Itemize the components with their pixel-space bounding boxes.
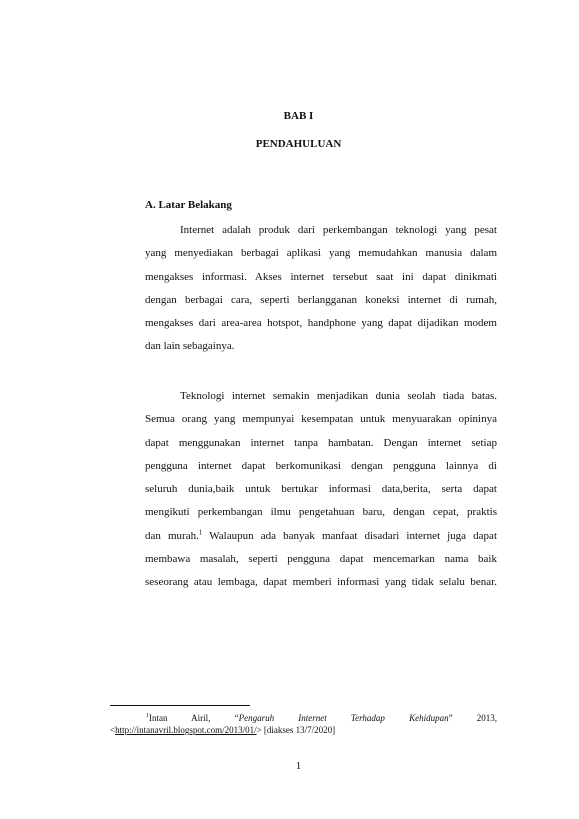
paragraph-line: seseorang atau lembaga, dapat memberi informasi yang tidak selalu benar. [145,576,497,589]
paragraph-line: dapat menggunakan internet tanpa hambatan. Dengan internet setiap [145,436,497,449]
footnote-line-2 [110,725,335,735]
footnote-url-link[interactable]: http://intanavril.blogspot.com/2013/01/ [115,725,257,735]
paragraph-line: membawa masalah, seperti pengguna dapat mencemarkan nama baik [145,553,497,566]
paragraph-line: yang menyediakan berbagai aplikasi yang memudahkan manusia dalam [145,247,497,260]
footnote-reference[interactable]: 1 [198,528,203,537]
paragraph-line-with-footnote [145,525,497,548]
paragraph-line: dengan berbagai cara, seperti berlangganan koneksi internet di rumah, [145,293,497,306]
paragraph-line: Teknologi internet semakin menjadikan dunia seolah tiada batas. [180,390,497,402]
paragraph-line: Semua orang yang mempunyai kesempatan untuk menyuarakan opininya [145,413,497,426]
footnote-accessed: [diakses 13/7/2020] [261,725,336,735]
paragraph-line: Internet adalah produk dari perkembangan teknologi yang pesat [180,224,497,236]
paragraph-line: mengakses informasi. Akses internet tersebut saat ini dapat dinikmati [145,270,497,283]
paragraph-text: dan murah. [145,529,199,542]
footnote-year: 2013, [476,713,498,723]
footnote-author: Intan Airil, [149,713,211,723]
chapter-number: BAB I [283,110,314,122]
section-heading: A. Latar Belakang [145,199,232,211]
footnote-url-open: < [110,725,116,735]
footnote-marker: 1 [146,713,149,719]
paragraph-line: dan lain sebagainya. [145,340,235,353]
paragraph-line: seluruh dunia,baik untuk bertukar informasi data,berita, serta dapat [145,483,497,496]
footnote-title-open: “ [234,713,239,723]
paragraph-2 [145,385,497,595]
footnote-title: Pengaruh Internet Terhadap Kehidupan [238,713,449,723]
paragraph-line: pengguna internet dapat berkomunikasi dengan pengguna lainnya di [145,459,497,472]
footnote-line-1 [110,712,497,724]
footnote-url-close: > [256,725,262,735]
footnote-divider [110,705,250,706]
paragraph-line: mengakses dari area-area hotspot, handphone yang dapat dijadikan modem [145,317,497,330]
page-number: 1 [295,760,302,772]
paragraph-text: Walaupun ada banyak manfaat disadari internet juga dapat [202,529,497,542]
footnote [110,712,497,736]
chapter-title: PENDAHULUAN [255,138,342,150]
paragraph-line: mengikuti perkembangan ilmu pengetahuan baru, dengan cepat, praktis [145,506,497,519]
paragraph-1 [145,219,497,359]
footnote-title-close: ” [448,713,453,723]
